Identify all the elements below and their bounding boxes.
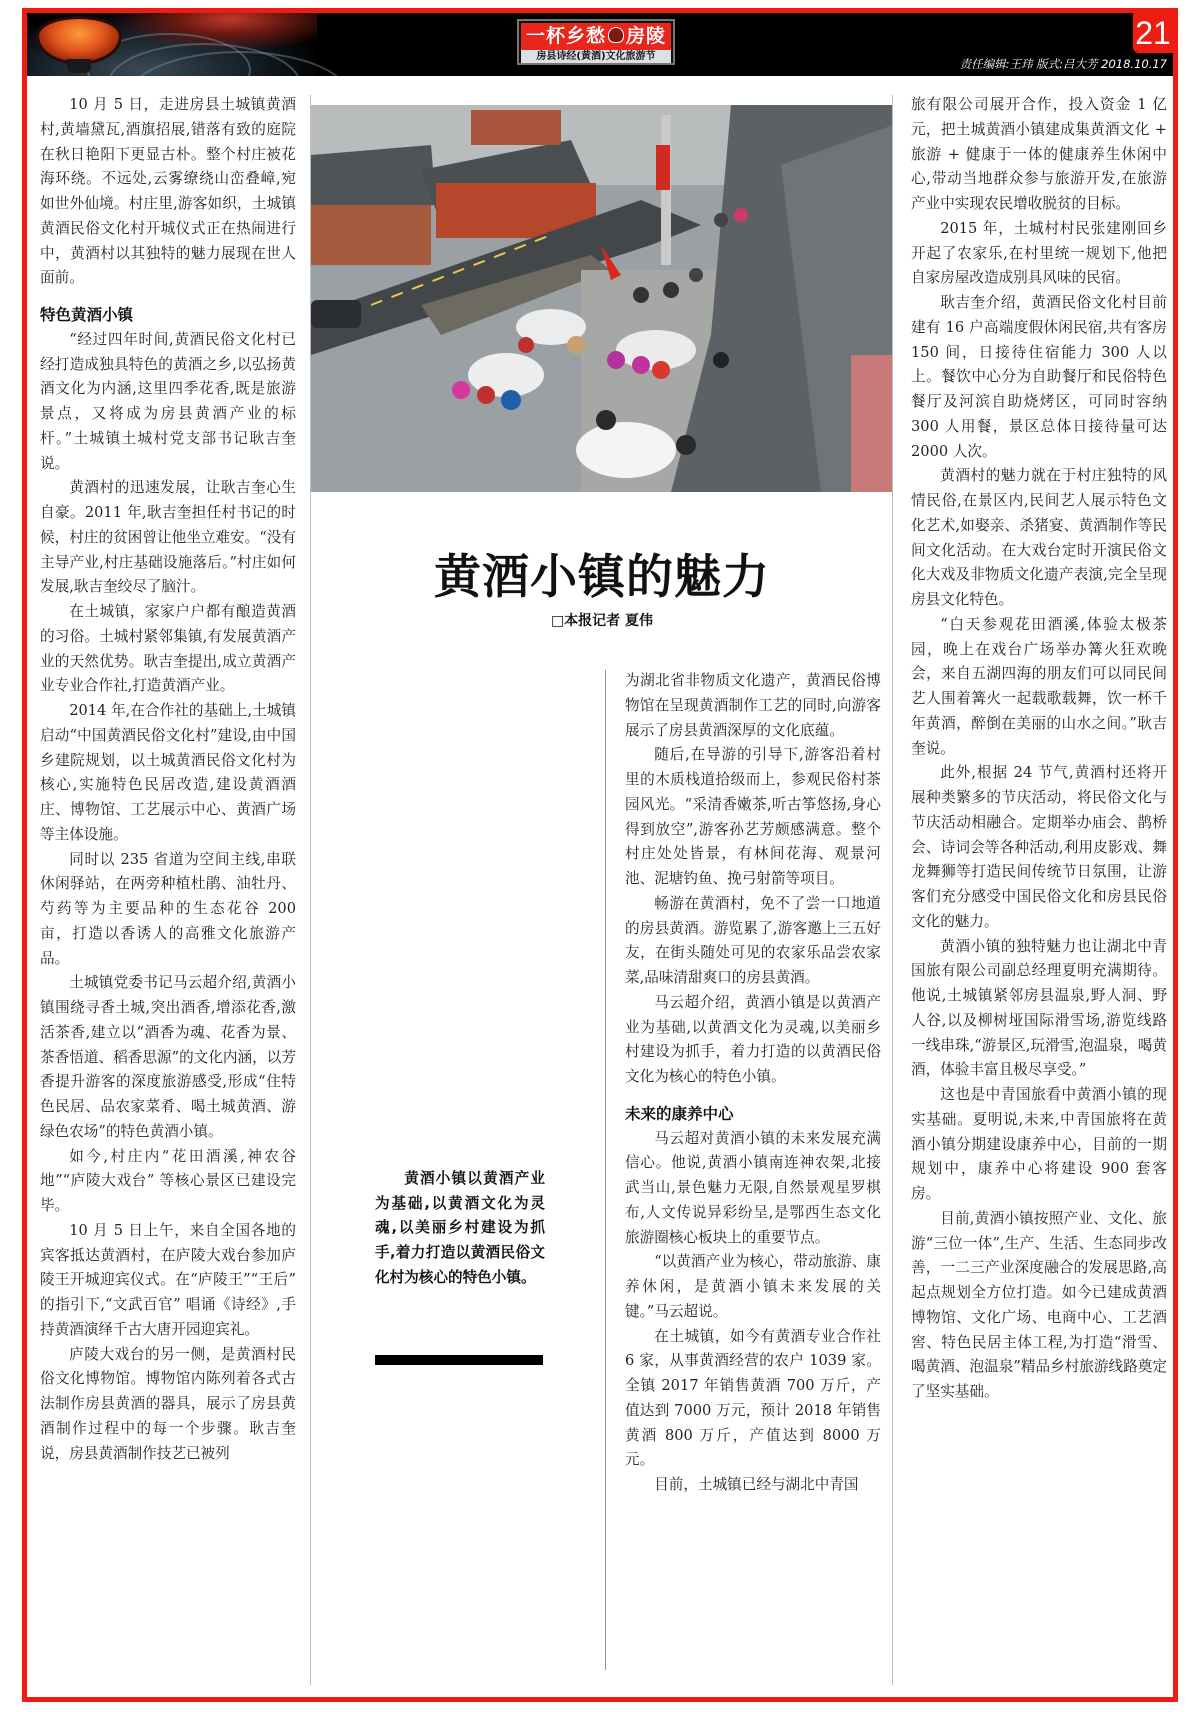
paragraph: 2015 年，土城村村民张建刚回乡开起了农家乐,在村里统一规划下,他把自家房屋改造成别具风味的民宿。 bbox=[911, 219, 1167, 287]
pull-quote bbox=[375, 1167, 545, 1291]
logo-title bbox=[521, 23, 671, 50]
column-divider bbox=[605, 670, 606, 1670]
article-column-1 bbox=[40, 93, 296, 1466]
paragraph: 这也是中青国旅看中黄酒小镇的现实基础。夏明说,未来,中青国旅将在黄酒小镇分期建设康养中心，目前的一期规划中，康养中心将建设 900 套客房。 bbox=[911, 1086, 1167, 1202]
paragraph: 庐陵大戏台的另一侧，是黄酒村民俗文化博物馆。博物馆内陈列着各式古法制作房县黄酒的器具，展示了房县黄酒制作过程中的每一个步骤。耿吉奎说，房县黄酒制作技艺已被列 bbox=[40, 1345, 296, 1462]
paragraph: 在土城镇，家家户户都有酿造黄酒的习俗。土城村紧邻集镇,有发展黄酒产业的天然优势。耿吉奎提出,成立黄酒产业专业合作社,打造黄酒产业。 bbox=[40, 603, 296, 695]
article-photo bbox=[311, 105, 893, 492]
wine-jar-icon bbox=[608, 27, 624, 43]
paragraph: 黄酒村的迅速发展，让耿吉奎心生自豪。2011 年,耿吉奎担任村书记的时候，村庄的贫困曾让他坐立难安。“没有主导产业,村庄基础设施落后。”村庄如何发展,耿吉奎绞尽了脑汁。 bbox=[40, 479, 296, 596]
paragraph: 目前，土城镇已经与湖北中青国 bbox=[654, 1476, 859, 1493]
page-header bbox=[27, 13, 1173, 76]
village-banquet-photo bbox=[311, 105, 893, 492]
paragraph: 在土城镇，如今有黄酒专业合作社 6 家，从事黄酒经营的农户 1039 家。全镇 2017 年销售黄酒 700 万斤，产值达到 7000 万元，预计 2018 年销售黄酒 800 万斤，产值达到 8000 万元。 bbox=[625, 1327, 881, 1469]
column-divider bbox=[892, 95, 893, 1685]
paragraph: “白天参观花田酒溪,体验太极茶园，晚上在戏台广场举办篝火狂欢晚会，来自五湖四海的朋友们可以同民间艺人围着篝火一起载歌载舞，饮一杯千年黄酒，醉倒在美丽的山水之间。”耿吉奎说。 bbox=[911, 615, 1167, 757]
paragraph: 马云超介绍，黄酒小镇是以黄酒产业为基础,以黄酒文化为灵魂,以美丽乡村建设为抓手，着力打造的以黄酒民俗文化为核心的特色小镇。 bbox=[625, 993, 881, 1085]
editor-line: 责任编辑:王玮 版式:吕大芳 2018.10.17 bbox=[959, 57, 1167, 71]
paragraph: 畅游在黄酒村，免不了尝一口地道的房县黄酒。游览累了,游客邀上三五好友，在街头随处可见的农家乐品尝农家菜,品味清甜爽口的房县黄酒。 bbox=[625, 894, 881, 986]
paragraph: 如今,村庄内“花田酒溪,神农谷地”“庐陵大戏台” 等核心景区已建设完毕。 bbox=[40, 1147, 296, 1214]
paragraph: 目前,黄酒小镇按照产业、文化、旅游“三位一体”,生产、生活、生态同步改善，一二三产业深度融合的发展思路,高起点规划全方位打造。如今已建成黄酒博物馆、文化广场、电商中心、工艺酒窖、特色民居主体工程,为打造“滑雪、喝黄酒、泡温泉”精品乡村旅游线路奠定了坚实基础。 bbox=[911, 1209, 1167, 1400]
cup-base bbox=[67, 59, 91, 73]
article-title: 黄酒小镇的魅力 bbox=[434, 550, 770, 605]
paragraph: 为湖北省非物质文化遗产，黄酒民俗博物馆在呈现黄酒制作工艺的同时,向游客展示了房县黄酒深厚的文化底蕴。 bbox=[625, 672, 881, 739]
paragraph: 10 月 5 日，走进房县土城镇黄酒村,黄墙黛瓦,酒旗招展,错落有致的庭院在秋日艳阳下更显古朴。整个村庄被花海环绕。不远处,云雾缭绕山峦叠嶂,宛如世外仙境。村庄里,游客如织，土城镇黄酒民俗文化村开城仪式正在热闹进行中，黄酒村以其独特的魅力展现在世人面前。 bbox=[40, 96, 296, 287]
paragraph: 此外,根据 24 节气,黄酒村还将开展种类繁多的节庆活动，将民俗文化与节庆活动相融合。定期举办庙会、鹊桥会、诗词会等各种活动,利用皮影戏、舞龙舞狮等打造民间传统节日氛围，让游客们充分感受中国民俗文化和房县民俗文化的魅力。 bbox=[911, 764, 1167, 930]
article-column-4 bbox=[911, 93, 1167, 1405]
paragraph: 2014 年,在合作社的基础上,土城镇启动“中国黄酒民俗文化村”建设,由中国乡建院规划，以土城黄酒民俗文化村为核心,实施特色民居改造,建设黄酒酒庄、博物馆、工艺展示中心、黄酒广场等主体设施。 bbox=[40, 702, 296, 843]
paragraph: 旅有限公司展开合作，投入资金 1 亿元，把土城黄酒小镇建成集黄酒文化 + 旅游 + 健康于一体的健康养生休闲中心,带动当地群众参与旅游开发,在旅游产业中实现农民增收脱贫的目标。 bbox=[911, 96, 1167, 212]
paragraph: “以黄酒产业为核心，带动旅游、康养休闲，是黄酒小镇未来发展的关键。”马云超说。 bbox=[625, 1253, 881, 1320]
paragraph: 黄酒小镇的独特魅力也让湖北中青国旅有限公司副总经理夏明充满期待。他说,土城镇紧邻房县温泉,野人洞、野人谷,以及柳树垭国际滑雪场,游览线路一线串珠,“游景区,玩滑雪,泡温泉，喝黄酒，体验丰富且极尽享受。” bbox=[911, 937, 1167, 1079]
paragraph: 10 月 5 日上午，来自全国各地的宾客抵达黄酒村，在庐陵大戏台参加庐陵王开城迎宾仪式。在“庐陵王”“王后” 的指引下,“文武百官” 唱诵《诗经》,手持黄酒演绎千古大唐开园迎宾礼。 bbox=[40, 1221, 296, 1338]
section-heading: 特色黄酒小镇 bbox=[40, 306, 134, 324]
page-number: 21 bbox=[1133, 13, 1173, 53]
paragraph: 耿吉奎介绍，黄酒民俗文化村目前建有 16 户高端度假休闲民宿,共有客房 150 间，日接待住宿能力 300 人以上。餐饮中心分为自助餐厅和民俗特色餐厅及河滨自助烧烤区，可同时容纳 300 人用餐，景区总体日接待量可达 2000 人次。 bbox=[911, 294, 1167, 460]
article-column-3 bbox=[625, 669, 881, 1498]
festival-logo bbox=[517, 19, 675, 65]
header-banner-image bbox=[27, 13, 317, 76]
pull-quote-text: 黄酒小镇以黄酒产业为基础,以黄酒文化为灵魂,以美丽乡村建设为抓手,着力打造以黄酒民俗文化村为核心的特色小镇。 bbox=[375, 1170, 545, 1286]
logo-subtitle: 房县诗经(黄酒)文化旅游节 bbox=[521, 50, 671, 63]
article-byline: □本报记者 夏伟 bbox=[550, 613, 654, 629]
paragraph: 土城镇党委书记马云超介绍,黄酒小镇围绕寻香土城,突出酒香,增添花香,激活茶香,建立以“酒香为魂、花香为景、茶香悟道、稻香思源”的文化内涵，以芳香提升游客的深度旅游感受,形成“住特色民居、品农家菜肴、喝土城黄酒、游绿色农场”的特色黄酒小镇。 bbox=[40, 974, 296, 1140]
logo-title-right: 房陵 bbox=[626, 25, 667, 47]
paragraph: 黄酒村的魅力就在于村庄独特的风情民俗,在景区内,民间艺人展示特色文化艺术,如娶亲、杀猪宴、黄酒制作等民间文化活动。在大戏台定时开演民俗文化大戏及非物质文化遗产表演,完全呈现房县文化特色。 bbox=[911, 467, 1167, 608]
paragraph: 马云超对黄酒小镇的未来发展充满信心。他说,黄酒小镇南连神农架,北接武当山,景色魅力无限,自然景观星罗棋布,人文传说异彩纷呈,是鄂西生态文化旅游圈核心板块上的重要节点。 bbox=[625, 1129, 881, 1246]
paragraph: 随后,在导游的引导下,游客沿着村里的木质栈道拾级而上，参观民俗村茶园风光。“采清香嫩茶,听古筝悠扬,身心得到放空”,游客孙艺芳颇感满意。整个村庄处处皆景，有林间花海、观景河池、泥塘钓鱼、挽弓射箭等项目。 bbox=[625, 746, 881, 887]
section-heading: 未来的康养中心 bbox=[625, 1104, 734, 1123]
pull-quote-bar bbox=[375, 1355, 543, 1365]
logo-title-left: 一杯乡愁 bbox=[525, 25, 606, 47]
paragraph: 同时以 235 省道为空间主线,串联休闲驿站，在两旁种植杜鹃、油牡丹、芍药等为主要品种的生态花谷 200 亩，打造以香诱人的高雅文化旅游产品。 bbox=[40, 850, 296, 967]
paragraph: “经过四年时间,黄酒民俗文化村已经打造成独具特色的黄酒之乡,以弘扬黄酒文化为内涵,这里四季花香,既是旅游景点，又将成为房县黄酒产业的标杆。”土城镇土城村党支部书记耿吉奎说。 bbox=[40, 330, 296, 472]
